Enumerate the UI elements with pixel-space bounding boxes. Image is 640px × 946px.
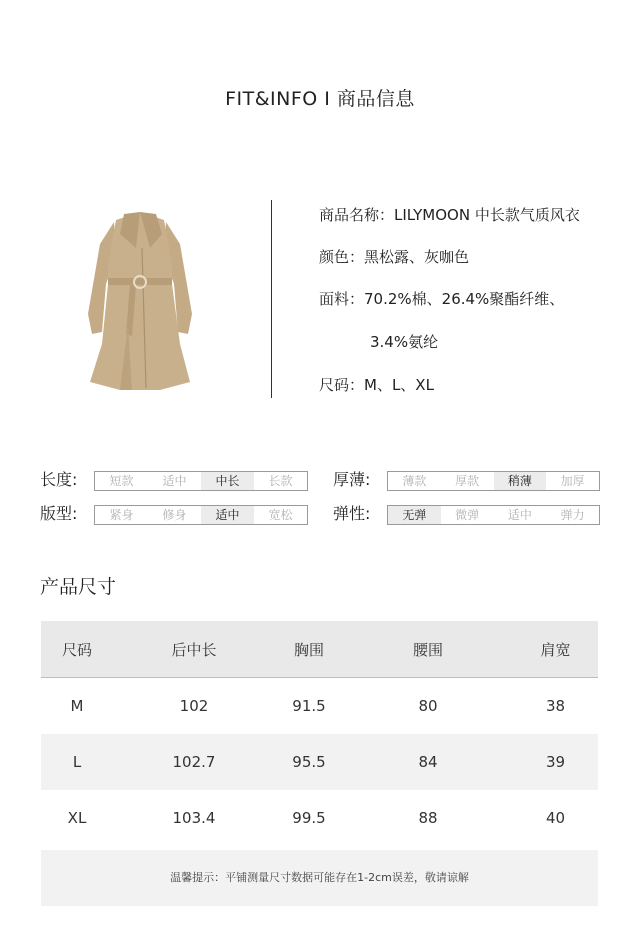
attr-option: 适中 bbox=[162, 474, 187, 488]
attr-option-selected: 适中 bbox=[201, 506, 254, 524]
page-title: FIT&INFO I 商品信息 bbox=[225, 88, 415, 110]
attr-option: 厚款 bbox=[455, 474, 480, 488]
table-cell: 80 bbox=[418, 697, 438, 715]
table-cell: XL bbox=[67, 809, 87, 827]
size-table bbox=[41, 621, 598, 846]
table-header-cell: 腰围 bbox=[412, 640, 443, 659]
table-row bbox=[41, 790, 598, 846]
table-cell: 102.7 bbox=[172, 753, 216, 771]
table-header-cell: 胸围 bbox=[293, 640, 324, 659]
attr-options bbox=[387, 505, 600, 525]
attr-label: 版型: bbox=[40, 504, 78, 523]
attr-option: 加厚 bbox=[560, 474, 585, 488]
table-cell: 102 bbox=[179, 697, 209, 715]
attr-option: 薄款 bbox=[402, 474, 427, 488]
attr-option: 微弹 bbox=[455, 508, 480, 522]
coat-belt bbox=[108, 278, 172, 285]
table-cell: L bbox=[72, 753, 82, 771]
attr-label: 弹性: bbox=[333, 504, 371, 523]
product-fabric-continued: 3.4%氨纶 bbox=[370, 333, 439, 351]
attr-label: 长度: bbox=[40, 470, 78, 489]
product-fabric: 面料：70.2%棉、26.4%聚酯纤维、 bbox=[319, 290, 565, 308]
attr-length bbox=[40, 468, 308, 492]
attr-option-selected: 无弹 bbox=[388, 506, 441, 524]
attr-option: 弹力 bbox=[560, 508, 585, 522]
attr-fit bbox=[40, 502, 308, 526]
measurement-note: 温馨提示：平铺测量尺寸数据可能存在1-2cm误差，敬请谅解 bbox=[41, 850, 598, 906]
table-cell: M bbox=[70, 697, 84, 715]
table-header-cell: 尺码 bbox=[61, 640, 92, 659]
vertical-divider bbox=[271, 200, 272, 398]
product-name: 商品名称：LILYMOON 中长款气质风衣 bbox=[319, 206, 580, 224]
table-header-cell: 后中长 bbox=[171, 640, 217, 659]
product-image-trench-coat bbox=[80, 204, 200, 394]
product-colors: 颜色：黑松露、灰咖色 bbox=[319, 248, 470, 266]
table-header-row bbox=[41, 621, 598, 678]
table-cell: 103.4 bbox=[172, 809, 216, 827]
size-section-title: 产品尺寸 bbox=[40, 576, 117, 598]
attr-thickness bbox=[333, 468, 601, 492]
table-cell: 91.5 bbox=[292, 697, 326, 715]
attr-options bbox=[387, 471, 600, 491]
attr-option: 短款 bbox=[109, 474, 134, 488]
table-cell: 95.5 bbox=[292, 753, 326, 771]
attr-option: 修身 bbox=[162, 508, 187, 522]
attr-option-selected: 稍薄 bbox=[494, 472, 547, 490]
attr-option: 长款 bbox=[268, 474, 293, 488]
table-cell: 38 bbox=[545, 697, 566, 715]
table-cell: 39 bbox=[545, 753, 566, 771]
attr-label: 厚薄: bbox=[333, 470, 371, 489]
table-cell: 84 bbox=[418, 753, 438, 771]
table-row bbox=[41, 678, 598, 734]
attr-elasticity bbox=[333, 502, 601, 526]
table-cell: 99.5 bbox=[292, 809, 326, 827]
table-row bbox=[41, 734, 598, 790]
attr-option: 宽松 bbox=[268, 508, 293, 522]
attr-option-selected: 中长 bbox=[201, 472, 254, 490]
product-sizes: 尺码：M、L、XL bbox=[319, 376, 434, 394]
table-cell: 88 bbox=[418, 809, 438, 827]
attr-option: 紧身 bbox=[109, 508, 134, 522]
attr-options bbox=[94, 505, 308, 525]
table-cell: 40 bbox=[545, 809, 566, 827]
attr-options bbox=[94, 471, 308, 491]
table-header-cell: 肩宽 bbox=[540, 640, 571, 659]
attr-option: 适中 bbox=[507, 508, 532, 522]
